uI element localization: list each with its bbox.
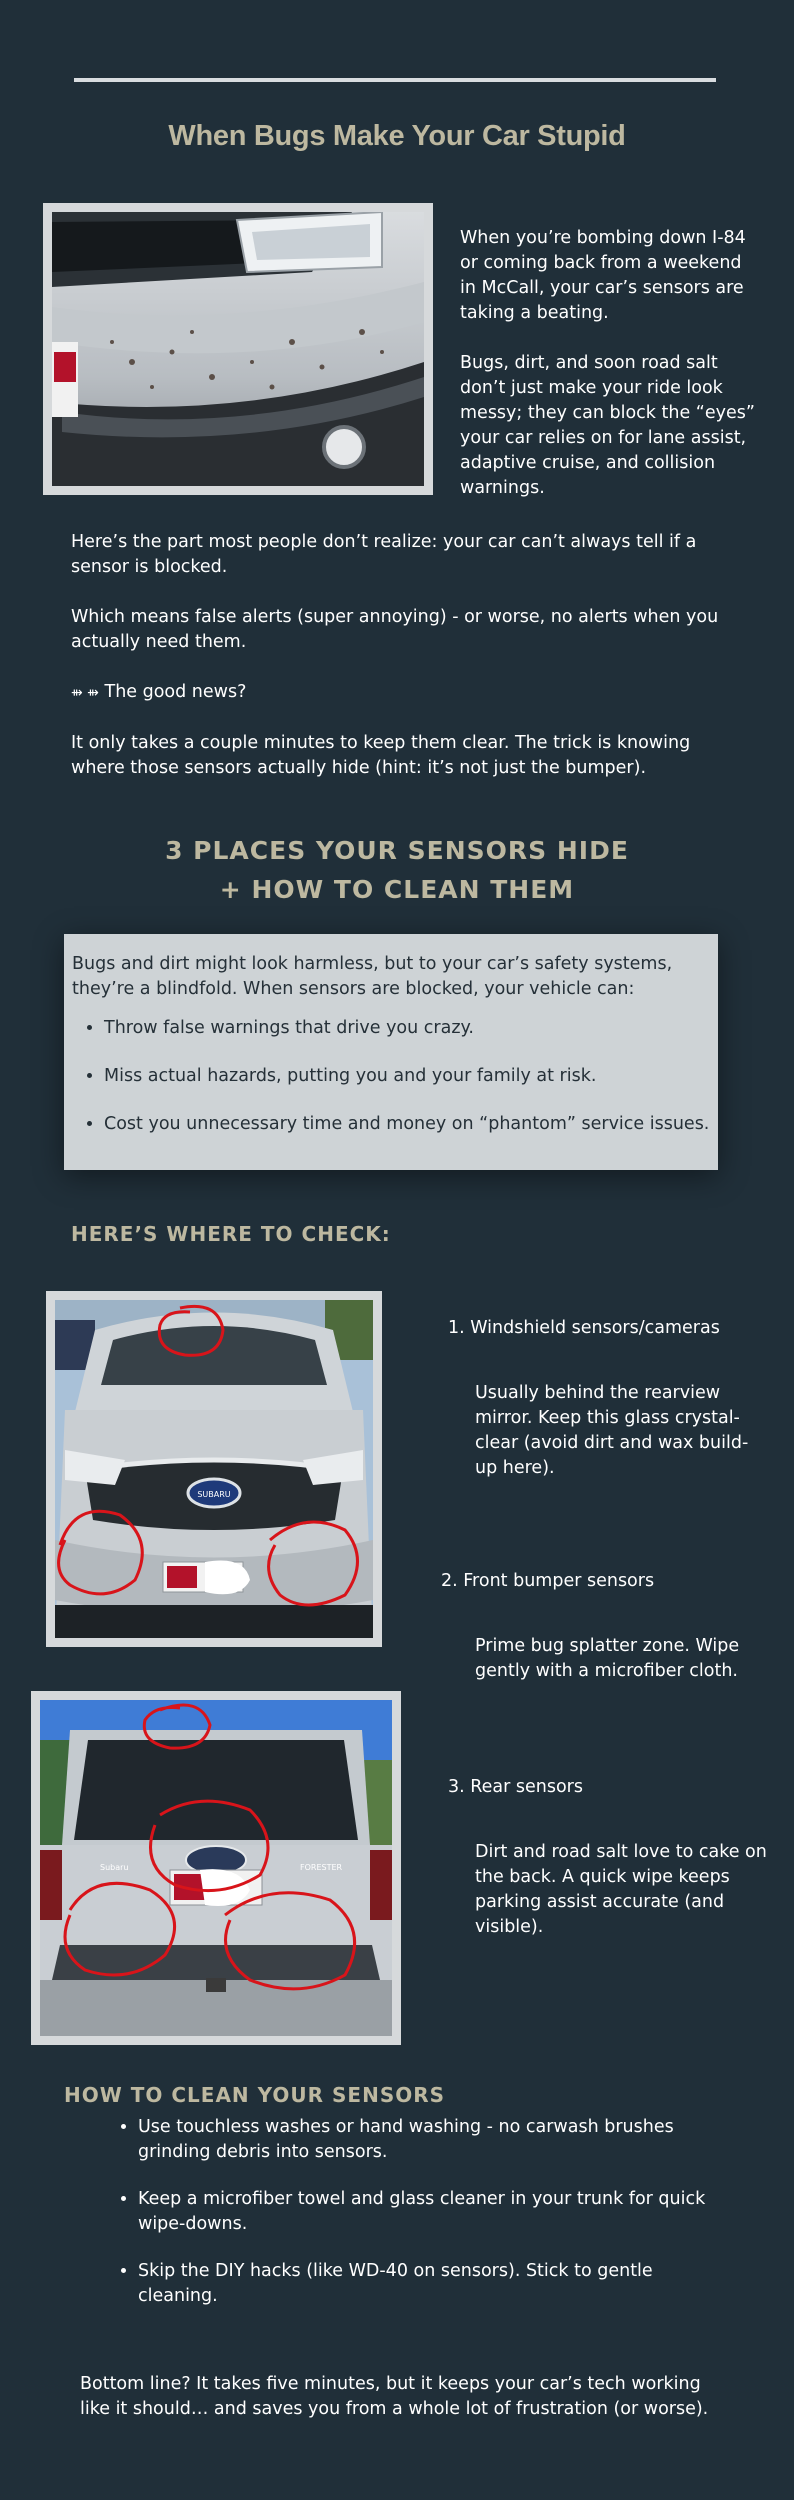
clean-item: • Use touchless washes or hand washing - no carwash brushes grinding debris into sensors. (138, 2115, 728, 2165)
front-bumper-image (52, 212, 424, 486)
clean-item: • Skip the DIY hacks (like WD-40 on sensors). Stick to gentle cleaning. (138, 2259, 728, 2309)
rear-badge-right: FORESTER (300, 1863, 343, 1872)
front-car-image (55, 1300, 373, 1638)
check-item-2 (441, 1569, 771, 1684)
top-divider (74, 78, 716, 82)
front-badge-text: SUBARU (197, 1490, 231, 1499)
callout-item: • Miss actual hazards, putting you and your family at risk. (104, 1064, 710, 1089)
check-desc: Prime bug splatter zone. Wipe gently with a microfiber cloth. (475, 1636, 740, 1681)
bottom-line: Bottom line? It takes five minutes, but it keeps your car’s tech working like it should… and saves you from a whole lot of frustration (or worse). (80, 2374, 709, 2419)
intro-paragraph-2: Bugs, dirt, and soon road salt don’t just make your ride look messy; they can block the “eyes” your car relies on for lane assist, adaptive cruise, and collision warnings. (460, 353, 755, 498)
good-news-line (71, 680, 721, 706)
check-item-3 (448, 1775, 774, 1940)
front-car-photo (46, 1291, 382, 1647)
page-title: When Bugs Make Your Car Stupid (168, 120, 626, 152)
callout-item: • Throw false warnings that drive you crazy. (104, 1016, 710, 1041)
front-bumper-photo (43, 203, 433, 495)
clean-list (90, 2115, 728, 2331)
rear-car-photo (31, 1691, 401, 2045)
warning-callout (64, 934, 718, 1170)
section-heading (0, 831, 794, 909)
check-heading: HERE’S WHERE TO CHECK: (71, 1222, 391, 1246)
intro-paragraph-1: When you’re bombing down I-84 or coming back from a weekend in McCall, your car’s sensors are taking a beating. (460, 228, 746, 323)
body-paragraph-2: Which means false alerts (super annoying) - or worse, no alerts when you actually need them. (71, 607, 719, 652)
check-item-1 (448, 1316, 768, 1481)
clean-item: • Keep a microfiber towel and glass cleaner in your trunk for quick wipe-downs. (138, 2187, 728, 2237)
section-heading-line-2: + HOW TO CLEAN THEM (219, 875, 575, 904)
check-desc: Usually behind the rearview mirror. Keep this glass crystal-clear (avoid dirt and wax build-up here). (475, 1383, 749, 1478)
double-arrow-icon: ⇻ ⇻ (71, 685, 99, 701)
callout-intro: Bugs and dirt might look harmless, but to your car’s safety systems, they’re a blindfold. When sensors are blocked, your vehicle can: (72, 954, 673, 999)
body-paragraph-3: It only takes a couple minutes to keep them clear. The trick is knowing where those sensors actually hide (hint: it’s not just the bumper). (71, 733, 691, 778)
callout-item: • Cost you unnecessary time and money on “phantom” service issues. (104, 1112, 710, 1137)
check-label: 2. Front bumper sensors (441, 1571, 655, 1591)
body-paragraph-1: Here’s the part most people don’t realize: your car can’t always tell if a sensor is blocked. (71, 532, 697, 577)
check-label: 1. Windshield sensors/cameras (448, 1318, 720, 1338)
good-news-text: The good news? (104, 682, 247, 702)
clean-heading: HOW TO CLEAN YOUR SENSORS (64, 2083, 446, 2107)
check-desc: Dirt and road salt love to cake on the back. A quick wipe keeps parking assist accurate (and visible). (475, 1842, 767, 1937)
rear-car-image (40, 1700, 392, 2036)
check-label: 3. Rear sensors (448, 1777, 583, 1797)
callout-list (72, 1016, 710, 1137)
section-heading-line-1: 3 PLACES YOUR SENSORS HIDE (165, 836, 629, 865)
rear-badge-left: Subaru (100, 1863, 129, 1872)
